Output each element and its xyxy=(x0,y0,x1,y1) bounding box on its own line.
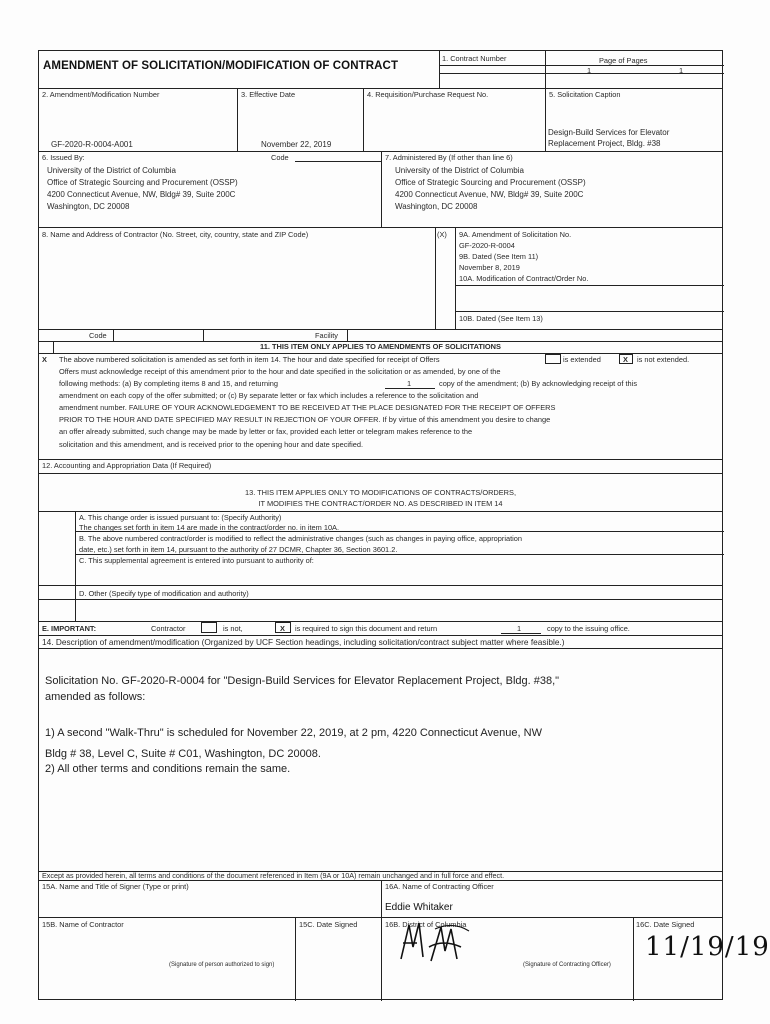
item11-line7: an offer already submitted, such change may be made by letter or fax, provided each letter or telegram makes reference to the xyxy=(59,427,473,436)
contractor-date-signed-label: 15C. Date Signed xyxy=(299,920,358,929)
district-of-columbia-label: 16B. District of Columbia xyxy=(385,920,467,929)
item11-is-extended: is extended xyxy=(563,355,601,364)
important-label: E. IMPORTANT: xyxy=(42,624,97,633)
page-of-pages-label: Page of Pages xyxy=(599,56,648,65)
issued-code-label: Code xyxy=(271,153,289,162)
item11-x-mark2: X xyxy=(623,355,628,364)
item11-line6: PRIOR TO THE HOUR AND DATE SPECIFIED MAY RESULT IN REJECTION OF YOUR OFFER. If by virtue of this amendment you desire to change xyxy=(59,415,551,424)
contractor-name-address-label: 8. Name and Address of Contractor (No. Street, city, country, state and ZIP Code) xyxy=(42,230,309,239)
item11-line5: amendment number. FAILURE OF YOUR ACKNOWLEDGEMENT TO BE RECEIVED AT THE PLACE DESIGNATED FOR THE RECEIPT OF OFFERS xyxy=(59,403,556,412)
form-title: AMENDMENT OF SOLICITATION/MODIFICATION OF CONTRACT xyxy=(43,60,399,72)
amendment-number-label: 2. Amendment/Modification Number xyxy=(42,90,160,99)
modification-contract-label: 10A. Modification of Contract/Order No. xyxy=(459,274,589,283)
check-column-label: (X) xyxy=(437,230,447,239)
description-body-line3: 1) A second "Walk-Thru" is scheduled for November 22, 2019, at 2 pm, 4220 Connecticut Avenue, NW xyxy=(45,727,542,739)
facility-label: Facility xyxy=(315,331,338,340)
item11-not-extended: is not extended. xyxy=(637,355,690,364)
pages-count: 1 xyxy=(679,66,684,75)
solicitation-caption-line2: Replacement Project, Bldg. #38 xyxy=(548,139,661,148)
description-body-line4: Bldg # 38, Level C, Suite # C01, Washington, DC 20008. xyxy=(45,748,321,760)
item11-heading: 11. THIS ITEM ONLY APPLIES TO AMENDMENTS OF SOLICITATIONS xyxy=(260,342,501,351)
important-is-not: is not, xyxy=(223,624,243,633)
officer-signature-caption: (Signature of Contracting Officer) xyxy=(523,962,611,968)
dated-9b-label: 9B. Dated (See Item 11) xyxy=(459,252,539,261)
administered-by-line2: Office of Strategic Sourcing and Procurement (OSSP) xyxy=(395,178,586,187)
requisition-label: 4. Requisition/Purchase Request No. xyxy=(367,90,489,99)
solicitation-caption-line1: Design-Build Services for Elevator xyxy=(548,128,670,137)
amendment-number-value: GF-2020-R-0004-A001 xyxy=(51,140,133,149)
issued-by-line4: Washington, DC 20008 xyxy=(47,202,130,211)
issued-by-label: 6. Issued By: xyxy=(42,153,85,162)
item13-d-line1: D. Other (Specify type of modification and authority) xyxy=(79,589,249,598)
item11-line3a: following methods: (a) By completing items 8 and 15, and returning xyxy=(59,379,278,388)
administered-by-line1: University of the District of Columbia xyxy=(395,166,524,175)
issued-by-line2: Office of Strategic Sourcing and Procurement (OSSP) xyxy=(47,178,238,187)
description-body-line2: amended as follows: xyxy=(45,691,146,703)
effective-date-value: November 22, 2019 xyxy=(261,140,332,149)
dated-10b-label: 10B. Dated (See Item 13) xyxy=(459,314,543,323)
important-required: is required to sign this document and return xyxy=(295,624,438,633)
contracting-officer-name: Eddie Whitaker xyxy=(385,902,453,913)
description-body-line5: 2) All other terms and conditions remain the same. xyxy=(45,763,291,775)
item13-b-line1: B. The above numbered contract/order is modified to reflect the administrative changes (such as changes in paying office, appropriation xyxy=(79,534,523,543)
signer-name-label: 15A. Name and Title of Signer (Type or print) xyxy=(42,882,189,891)
important-x-mark: X xyxy=(280,624,285,633)
contracting-officer-label: 16A. Name of Contracting Officer xyxy=(385,882,494,891)
administered-by-label: 7. Administered By (If other than line 6) xyxy=(385,153,513,162)
description-body-line1: Solicitation No. GF-2020-R-0004 for "Design-Build Services for Elevator Replacement Project, Bldg. #38," xyxy=(45,675,560,687)
accounting-data-label: 12. Accounting and Appropriation Data (If Required) xyxy=(42,461,212,470)
amendment-solicitation-value: GF-2020-R-0004 xyxy=(459,241,515,250)
issued-by-line1: University of the District of Columbia xyxy=(47,166,176,175)
item13-b-line2: date, etc.) set forth in item 14, pursuant to the authority of 27 DCMR, Chapter 36, Section 3601.2. xyxy=(79,545,398,554)
item11-line1: The above numbered solicitation is amended as set forth in item 14. The hour and date specified for receipt of Offers xyxy=(59,355,440,364)
item11-line2: Offers must acknowledge receipt of this amendment prior to the hour and date specified in the solicitation or as amended, by one of the xyxy=(59,367,501,376)
except-clause: Except as provided herein, all terms and conditions of the document referenced in Item (9A or 10A) remain unchanged and in full force and effect. xyxy=(42,871,505,880)
issued-by-line3: 4200 Connecticut Avenue, NW, Bldg# 39, Suite 200C xyxy=(47,190,236,199)
important-contractor: Contractor xyxy=(151,624,186,633)
officer-date-signed-label: 16C. Date Signed xyxy=(636,920,695,929)
item11-line4: amendment on each copy of the offer submitted; or (c) By separate letter or fax which includes a reference to the solicitation and xyxy=(59,391,479,400)
item13-heading2: IT MODIFIES THE CONTRACT/ORDER NO. AS DESCRIBED IN ITEM 14 xyxy=(258,499,503,508)
item11-copies: 1 xyxy=(407,379,412,388)
item11-x-mark: X xyxy=(42,355,47,364)
solicitation-caption-label: 5. Solicitation Caption xyxy=(549,90,621,99)
officer-date-signed-value: 11/19/19 xyxy=(645,932,770,962)
important-copy-text: copy to the issuing office. xyxy=(547,624,630,633)
dated-9b-value: November 8, 2019 xyxy=(459,263,520,272)
contractor-name-label: 15B. Name of Contractor xyxy=(42,920,124,929)
amendment-form xyxy=(38,50,770,1000)
effective-date-label: 3. Effective Date xyxy=(241,90,296,99)
contractor-signature-caption: (Signature of person authorized to sign) xyxy=(169,962,275,968)
is-not-checkbox[interactable] xyxy=(201,622,217,633)
item11-line3b: copy of the amendment; (b) By acknowledging receipt of this xyxy=(439,379,638,388)
important-copies: 1 xyxy=(517,624,522,633)
item11-line8: solicitation and this amendment, and is received prior to the opening hour and date specified. xyxy=(59,440,364,449)
amendment-solicitation-label: 9A. Amendment of Solicitation No. xyxy=(459,230,572,239)
contract-number-label: 1. Contract Number xyxy=(442,54,507,63)
description-label: 14. Description of amendment/modification (Organized by UCF Section headings, including solicitation/contract subject matter where feasible.) xyxy=(42,637,565,647)
officer-signature xyxy=(395,917,475,967)
page-number: 1 xyxy=(587,66,592,75)
extended-checkbox[interactable] xyxy=(545,354,561,364)
item13-a-line1: A. This change order is issued pursuant to: (Specify Authority) xyxy=(79,513,282,522)
item13-heading1: 13. THIS ITEM APPLIES ONLY TO MODIFICATIONS OF CONTRACTS/ORDERS, xyxy=(244,488,517,497)
administered-by-line4: Washington, DC 20008 xyxy=(395,202,478,211)
contractor-code-label: Code xyxy=(89,331,107,340)
item13-c-line1: C. This supplemental agreement is entered into pursuant to authority of: xyxy=(79,556,314,565)
item13-a-line2: The changes set forth in item 14 are made in the contract/order no. in item 10A. xyxy=(79,523,340,532)
administered-by-line3: 4200 Connecticut Avenue, NW, Bldg# 39, Suite 200C xyxy=(395,190,584,199)
